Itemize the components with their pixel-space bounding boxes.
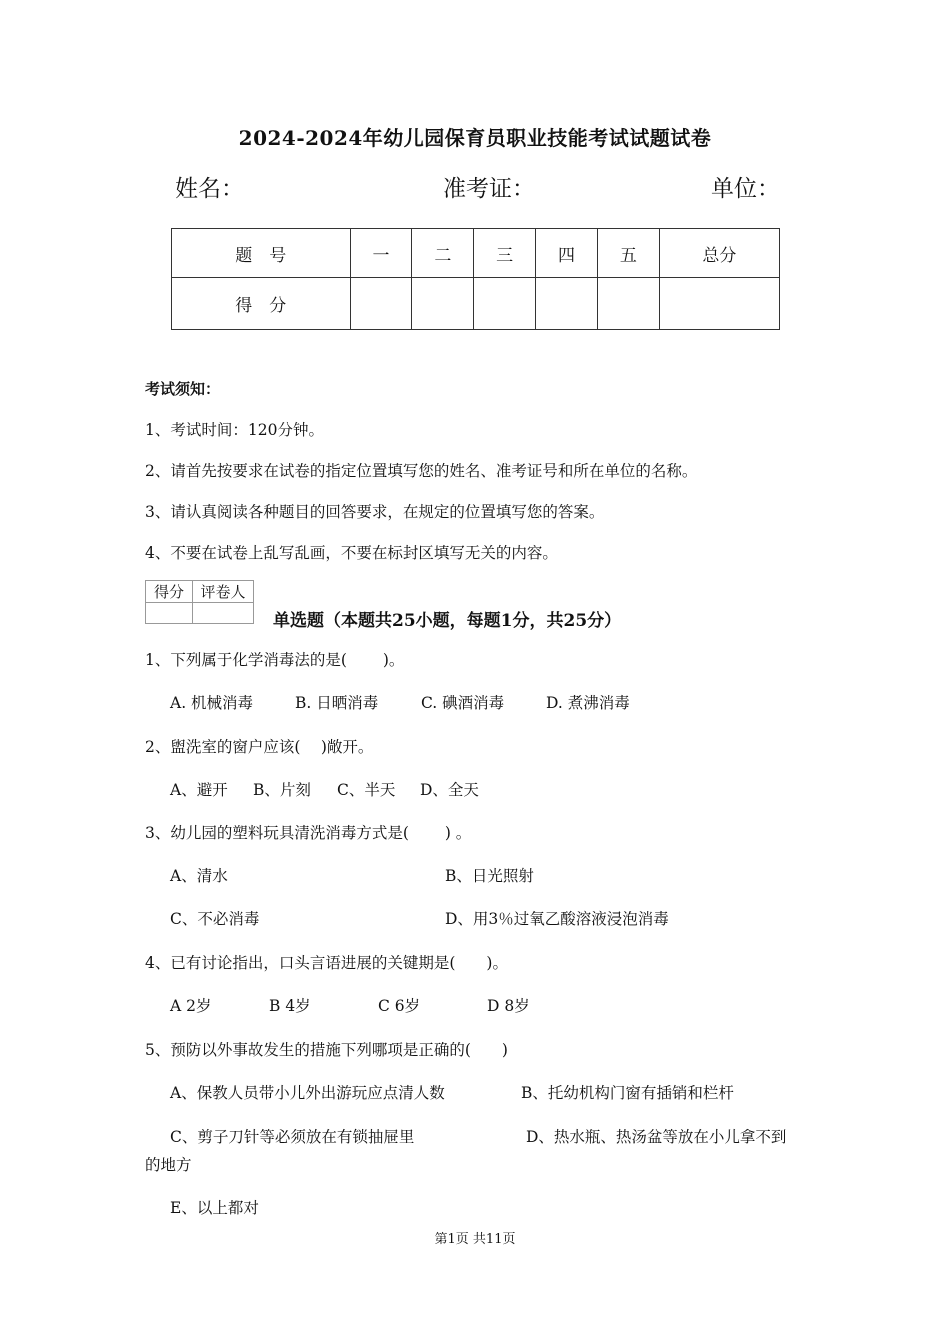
notice-item: 4、不要在试卷上乱写乱画，不要在标封区填写无关的内容。 <box>145 544 558 562</box>
q5-option-d-continuation: 的地方 <box>145 1156 192 1174</box>
q5-option-b[interactable]: B、托幼机构门窗有插销和栏杆 <box>521 1084 734 1102</box>
page-footer: 第1页 共11页 <box>434 1232 516 1247</box>
q1-option-b[interactable]: B. 日晒消毒 <box>295 694 379 712</box>
page-title: 2024-2024年幼儿园保育员职业技能考试试题试卷 <box>238 126 712 150</box>
score-header-cell: 三 <box>474 229 536 278</box>
question-2: 2、盥洗室的窗户应该( )敞开。 <box>145 738 374 756</box>
grader-score-label: 得分 <box>146 581 193 603</box>
score-row-label: 得 分 <box>172 278 351 330</box>
q3-option-d[interactable]: D、用3％过氧乙酸溶液浸泡消毒 <box>445 910 669 928</box>
grader-score-cell[interactable] <box>146 603 193 624</box>
score-table-header-row <box>172 229 780 278</box>
q2-option-d[interactable]: D、全天 <box>420 781 479 799</box>
q3-option-c[interactable]: C、不必消毒 <box>170 910 260 928</box>
score-header-cell: 五 <box>597 229 659 278</box>
q5-option-a[interactable]: A、保教人员带小儿外出游玩应点清人数 <box>170 1084 445 1102</box>
score-header-cell: 总分 <box>659 229 779 278</box>
score-table-score-row <box>172 278 780 330</box>
q4-option-a[interactable]: A 2岁 <box>170 997 212 1015</box>
question-4: 4、已有讨论指出，口头言语进展的关键期是( )。 <box>145 954 508 972</box>
score-input-cell[interactable] <box>597 278 659 330</box>
score-input-cell[interactable] <box>474 278 536 330</box>
score-input-cell[interactable] <box>536 278 598 330</box>
notice-heading: 考试须知： <box>145 380 221 398</box>
question-3: 3、幼儿园的塑料玩具清洗消毒方式是( ) 。 <box>145 824 472 842</box>
unit-label: 单位： <box>711 176 780 202</box>
q2-option-c[interactable]: C、半天 <box>337 781 396 799</box>
score-table <box>171 228 780 330</box>
q4-option-b[interactable]: B 4岁 <box>269 997 311 1015</box>
score-header-cell: 四 <box>536 229 598 278</box>
name-label: 姓名： <box>175 176 244 202</box>
ticket-label: 准考证： <box>443 176 535 202</box>
grader-name-cell[interactable] <box>193 603 254 624</box>
q5-option-e[interactable]: E、以上都对 <box>170 1199 259 1217</box>
q2-option-b[interactable]: B、片刻 <box>253 781 311 799</box>
notice-item: 1、考试时间：120分钟。 <box>145 421 324 439</box>
q5-option-d[interactable]: D、热水瓶、热汤盆等放在小儿拿不到 <box>526 1128 787 1146</box>
q1-option-a[interactable]: A. 机械消毒 <box>170 694 254 712</box>
question-1: 1、下列属于化学消毒法的是( )。 <box>145 651 405 669</box>
score-input-cell[interactable] <box>350 278 412 330</box>
score-input-cell[interactable] <box>659 278 779 330</box>
notice-item: 2、请首先按要求在试卷的指定位置填写您的姓名、准考证号和所在单位的名称。 <box>145 462 698 480</box>
score-header-cell: 题 号 <box>172 229 351 278</box>
q5-option-c[interactable]: C、剪子刀针等必须放在有锁抽屉里 <box>170 1128 415 1146</box>
q3-option-a[interactable]: A、清水 <box>170 867 228 885</box>
q3-option-b[interactable]: B、日光照射 <box>445 867 534 885</box>
grader-name-label: 评卷人 <box>193 581 254 603</box>
q4-option-d[interactable]: D 8岁 <box>487 997 530 1015</box>
q1-option-c[interactable]: C. 碘酒消毒 <box>421 694 505 712</box>
q2-option-a[interactable]: A、避开 <box>170 781 228 799</box>
score-header-cell: 二 <box>412 229 474 278</box>
question-5: 5、预防以外事故发生的措施下列哪项是正确的( ) <box>145 1041 508 1059</box>
grader-box <box>145 580 254 624</box>
section-title: 单选题（本题共25小题，每题1分，共25分） <box>273 611 622 631</box>
q1-option-d[interactable]: D. 煮沸消毒 <box>546 694 630 712</box>
notice-item: 3、请认真阅读各种题目的回答要求，在规定的位置填写您的答案。 <box>145 503 605 521</box>
score-header-cell: 一 <box>350 229 412 278</box>
score-input-cell[interactable] <box>412 278 474 330</box>
q4-option-c[interactable]: C 6岁 <box>378 997 421 1015</box>
